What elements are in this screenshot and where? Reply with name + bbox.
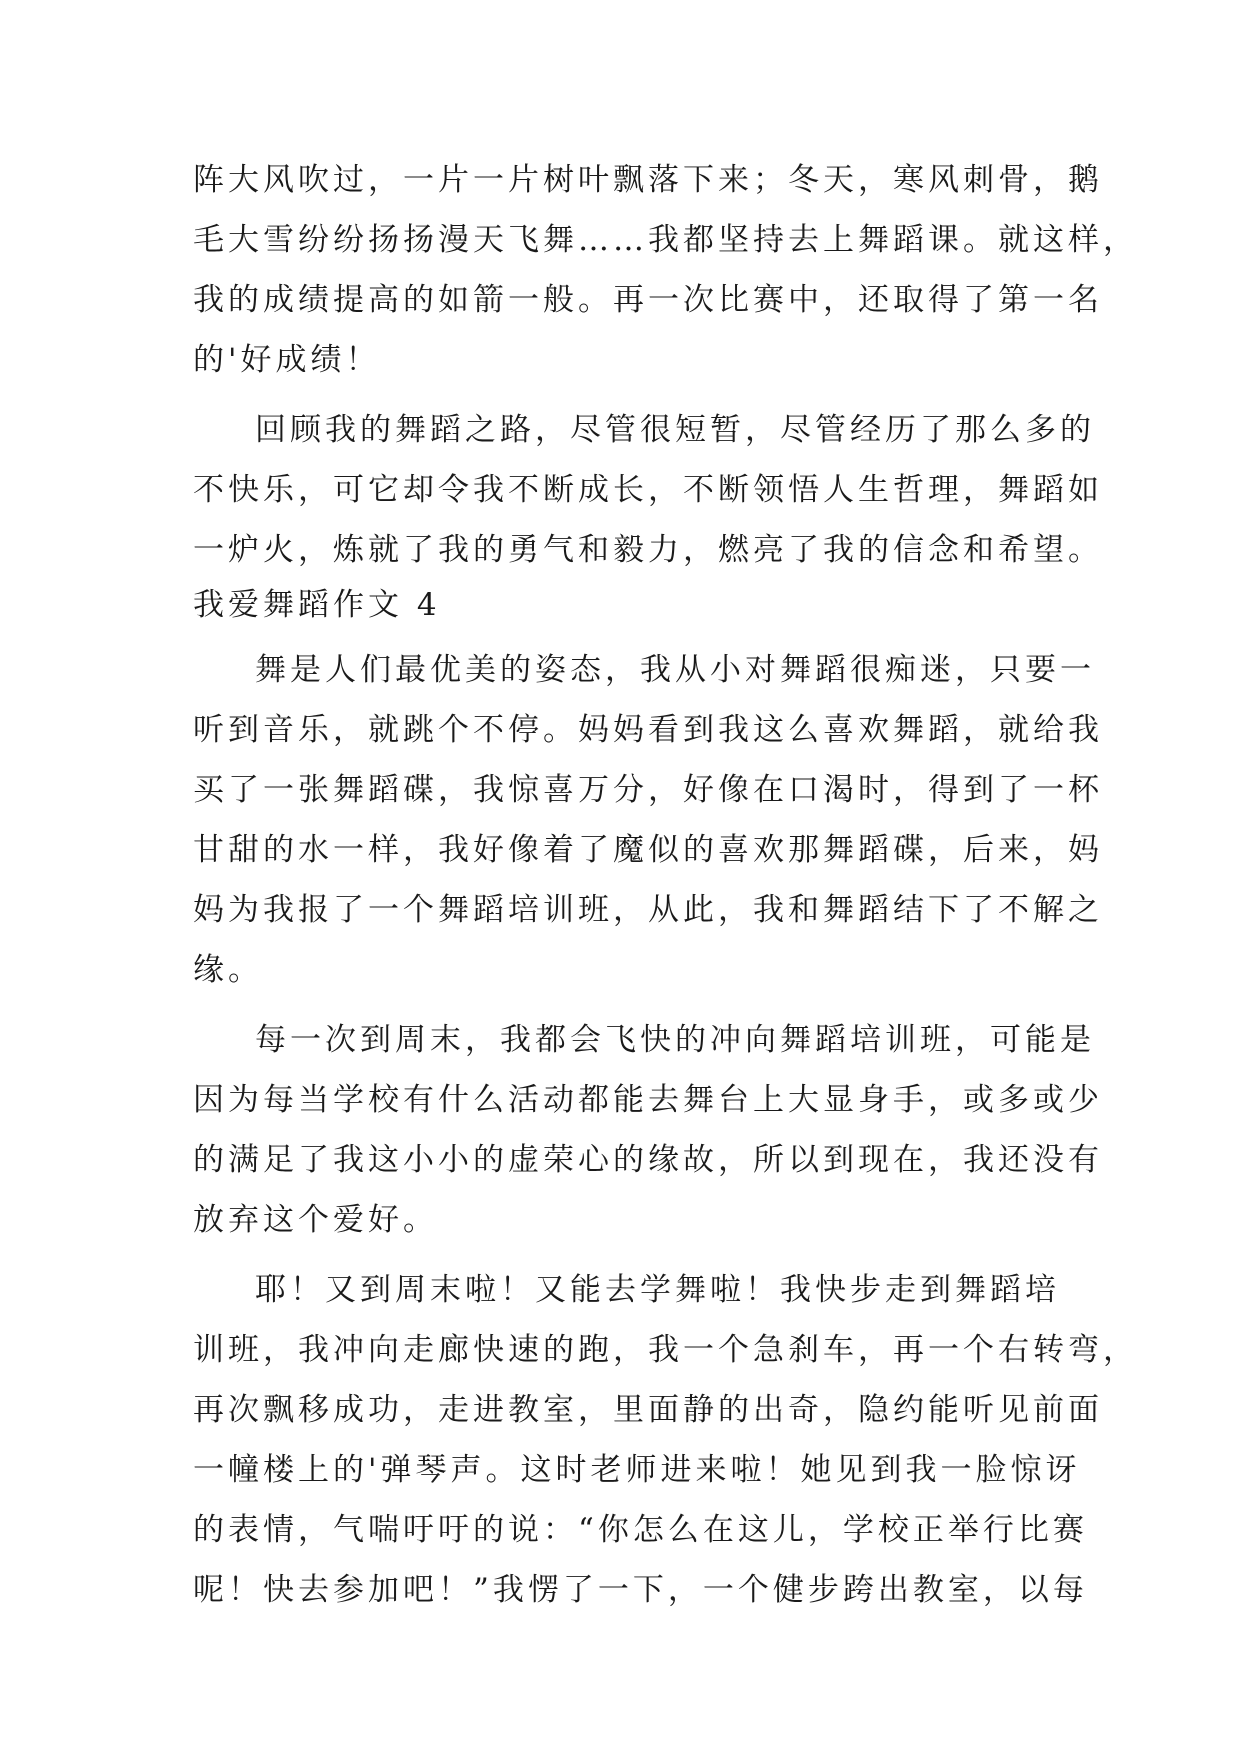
- text-line: 的满足了我这小小的虚荣心的缘故，所以到现在，我还没有: [193, 1142, 1103, 1178]
- paragraph-start-line: 回顾我的舞蹈之路，尽管很短暂，尽管经历了那么多的: [255, 412, 1095, 448]
- text-line: 再次飘移成功，走进教室，里面静的出奇，隐约能听见前面: [193, 1392, 1103, 1428]
- text-line: 一幢楼上的'弹琴声。这时老师进来啦！她见到我一脸惊讶: [193, 1452, 1081, 1488]
- text-line: 听到音乐，就跳个不停。妈妈看到我这么喜欢舞蹈，就给我: [193, 712, 1103, 748]
- text-line: 妈为我报了一个舞蹈培训班，从此，我和舞蹈结下了不解之: [193, 892, 1103, 928]
- paragraph-start-line: 舞是人们最优美的姿态，我从小对舞蹈很痴迷，只要一: [255, 652, 1095, 688]
- text-line: 甘甜的水一样，我好像着了魔似的喜欢那舞蹈碟，后来，妈: [193, 832, 1103, 868]
- text-line: 的表情，气喘吁吁的说：“你怎么在这儿，学校正举行比赛: [193, 1512, 1088, 1548]
- paragraph-start-line: 耶！又到周末啦！又能去学舞啦！我快步走到舞蹈培: [255, 1272, 1060, 1308]
- text-line: 我的成绩提高的如箭一般。再一次比赛中，还取得了第一名: [193, 282, 1103, 318]
- text-line: 的'好成绩！: [193, 342, 381, 378]
- text-line: 不快乐，可它却令我不断成长，不断领悟人生哲理，舞蹈如: [193, 472, 1103, 508]
- text-line: 缘。: [193, 952, 263, 988]
- paragraph-start-line: 每一次到周末，我都会飞快的冲向舞蹈培训班，可能是: [255, 1022, 1095, 1058]
- text-line: 一炉火，炼就了我的勇气和毅力，燃亮了我的信念和希望。: [193, 532, 1103, 568]
- text-line: 因为每当学校有什么活动都能去舞台上大显身手，或多或少: [193, 1082, 1103, 1118]
- section-heading: 我爱舞蹈作文 4: [193, 587, 441, 623]
- text-line: 呢！快去参加吧！”我愣了一下，一个健步跨出教室，以每: [193, 1572, 1088, 1608]
- text-line: 毛大雪纷纷扬扬漫天飞舞……我都坚持去上舞蹈课。就这样，: [193, 222, 1138, 258]
- text-line: 买了一张舞蹈碟，我惊喜万分，好像在口渴时，得到了一杯: [193, 772, 1103, 808]
- text-line: 放弃这个爱好。: [193, 1202, 438, 1238]
- text-line: 阵大风吹过，一片一片树叶飘落下来；冬天，寒风刺骨，鹅: [193, 162, 1103, 198]
- text-line: 训班，我冲向走廊快速的跑，我一个急刹车，再一个右转弯，: [193, 1332, 1138, 1368]
